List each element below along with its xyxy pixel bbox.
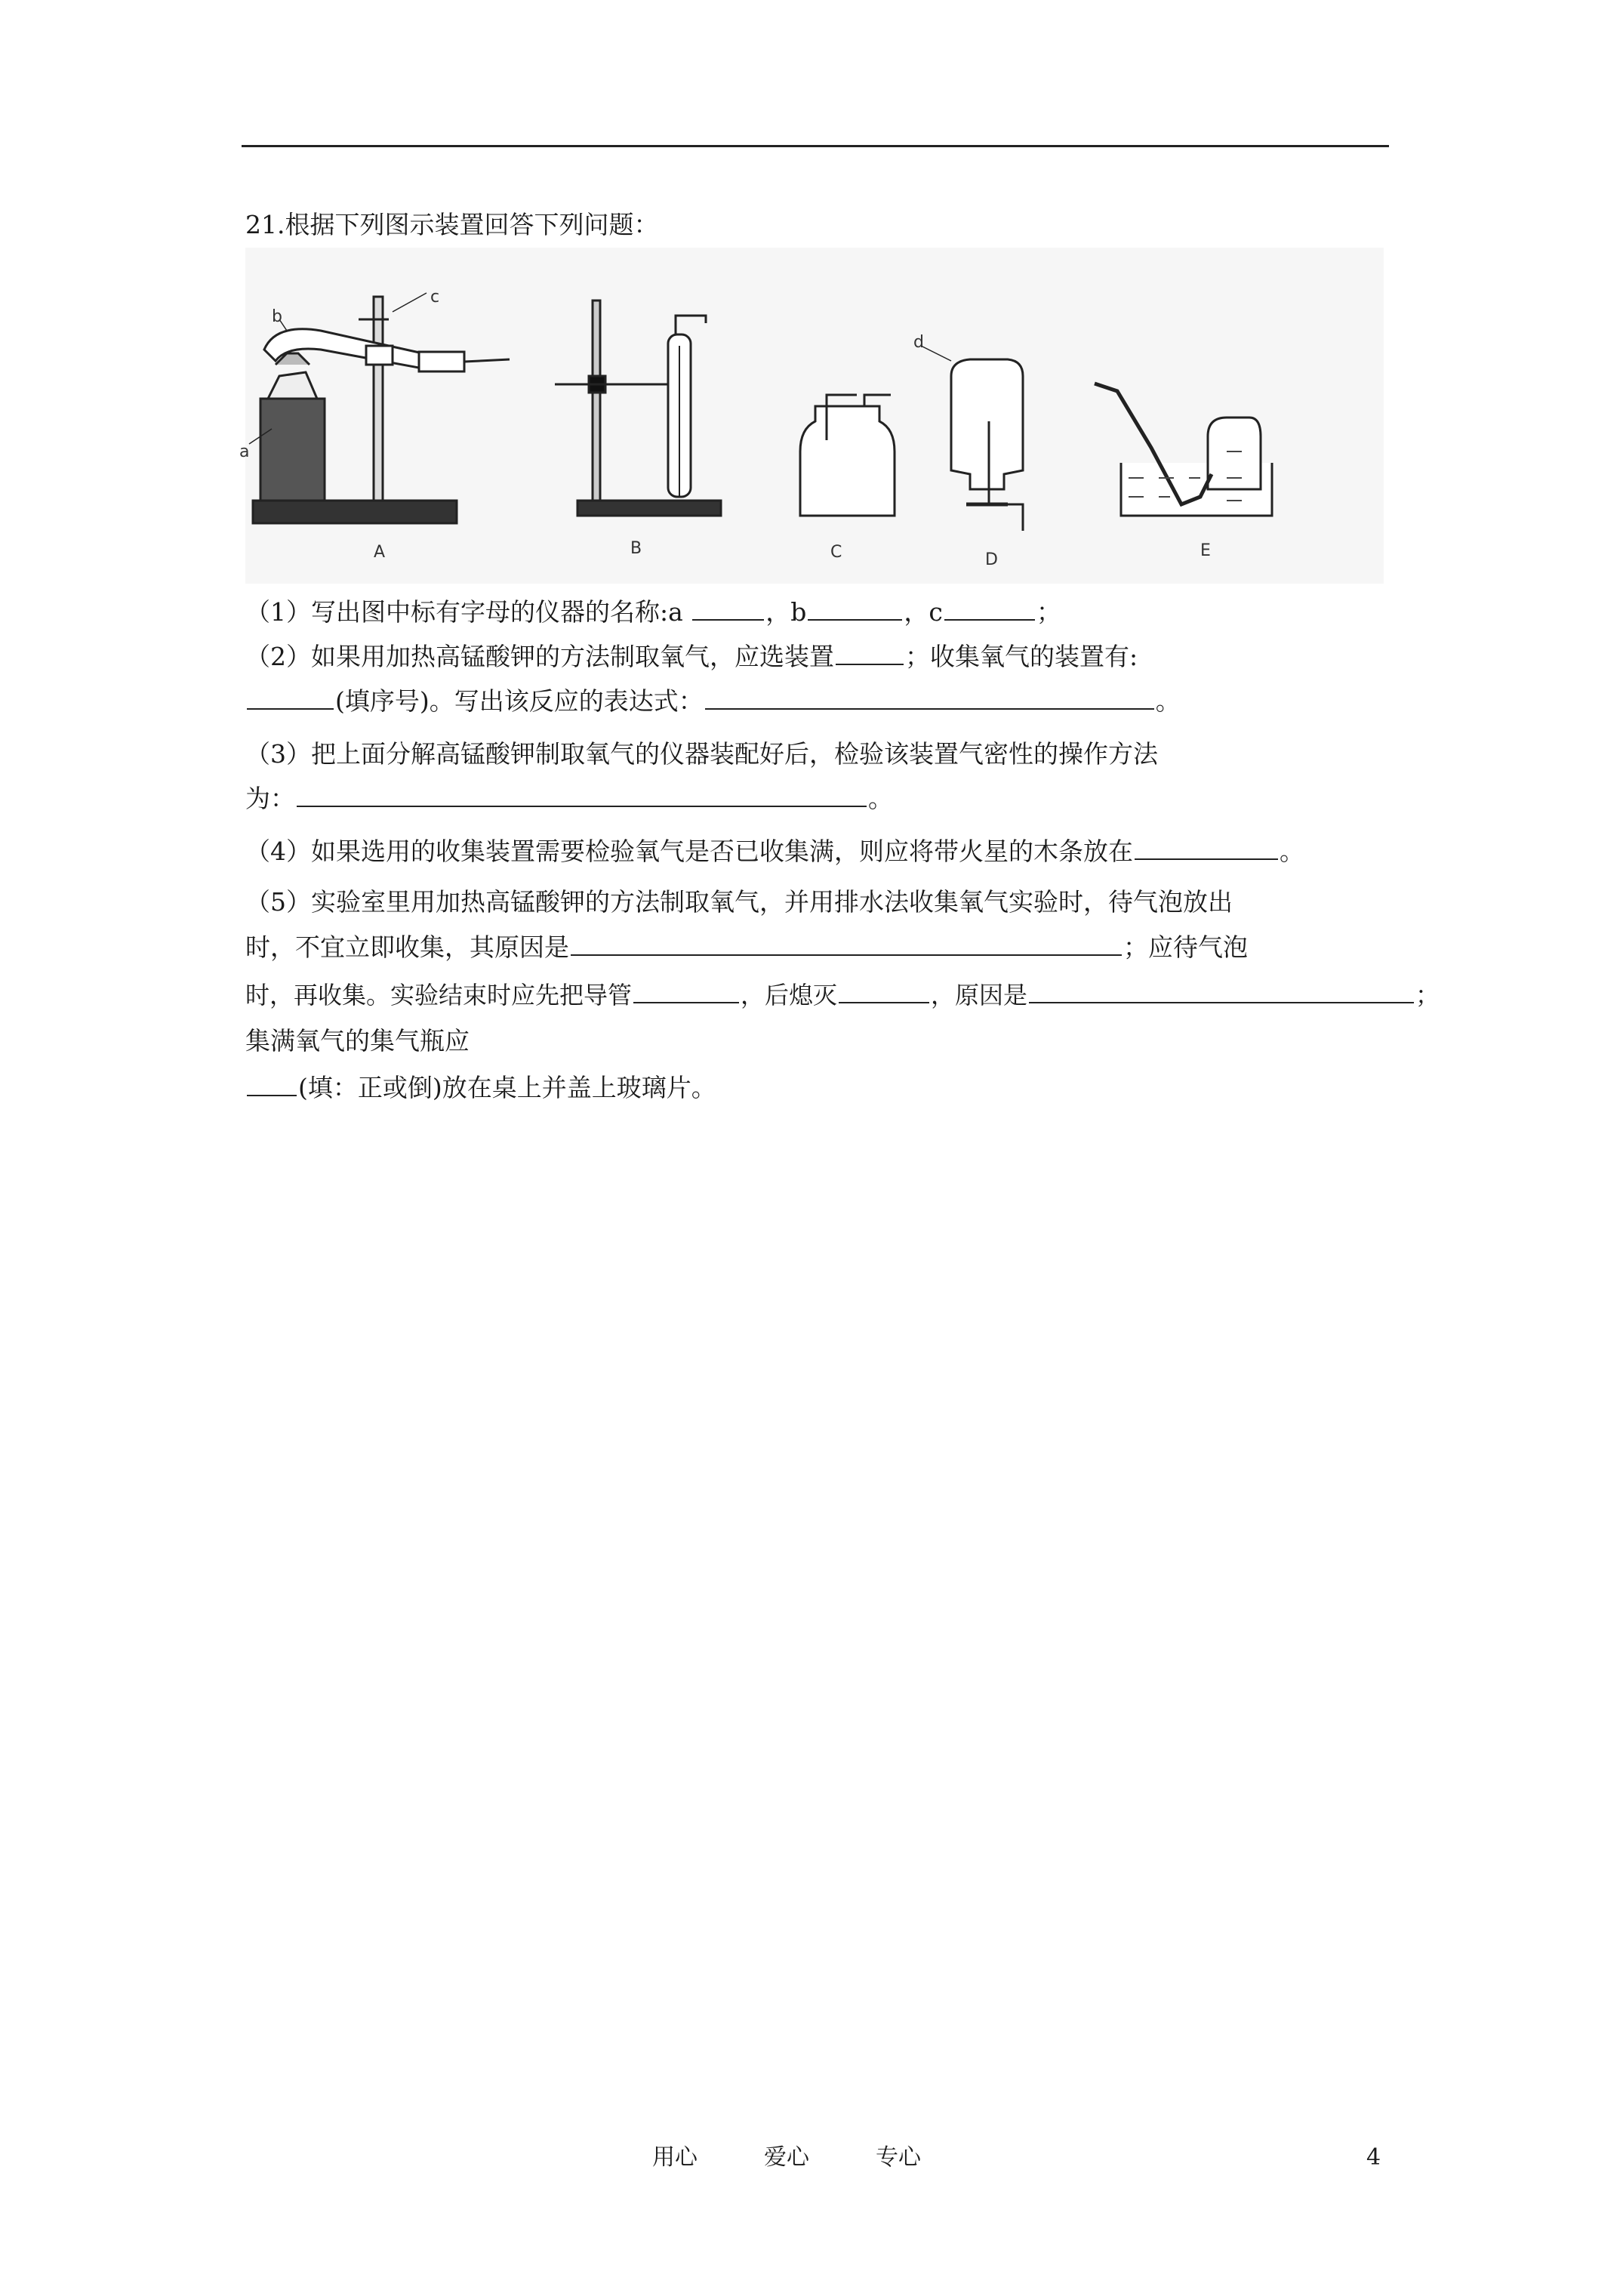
delivery-tube-a <box>464 359 510 362</box>
q2-blank-equation[interactable] <box>705 686 1154 710</box>
tube-d-out <box>989 504 1023 531</box>
q5-blank-orientation[interactable] <box>247 1072 297 1096</box>
pointer-d <box>921 346 951 361</box>
q3-blank-method[interactable] <box>297 783 867 807</box>
stand-rod-b <box>593 300 600 501</box>
label-apparatus-b: B <box>630 539 642 558</box>
stand-base-a <box>253 501 457 523</box>
apparatus-figure <box>239 248 1384 584</box>
q1-blank-a[interactable] <box>692 596 764 621</box>
label-part-d: d <box>913 333 924 352</box>
q3-line-2: 为： 。 <box>245 784 893 813</box>
header-rule <box>242 145 1389 147</box>
label-apparatus-d: D <box>985 550 998 569</box>
q1-line: （1）写出图中标有字母的仪器的名称:a ，b ，c ； <box>245 597 1061 627</box>
bottle-c <box>800 406 895 516</box>
stand-base-b <box>577 501 721 516</box>
label-apparatus-a: A <box>374 543 386 562</box>
q5-line-5: (填：正或倒)放在桌上并盖上玻璃片。 <box>245 1071 716 1105</box>
label-apparatus-e: E <box>1200 541 1211 560</box>
q5-line-4: 集满氧气的集气瓶应 <box>245 1026 470 1056</box>
lamp-block-a <box>260 399 325 501</box>
q2-blank-collect[interactable] <box>247 686 334 710</box>
page-number: 4 <box>1366 2144 1381 2171</box>
footer-motto-2: 爱心 <box>764 2144 809 2171</box>
q5-blank-reason-1[interactable] <box>571 932 1122 956</box>
label-apparatus-c: C <box>830 543 842 562</box>
q3-line-1: （3）把上面分解高锰酸钾制取氧气的仪器装配好后，检验该装置气密性的操作方法 <box>245 739 1158 769</box>
pointer-c <box>393 293 427 312</box>
alcohol-lamp-a <box>268 372 317 399</box>
q4-blank-position[interactable] <box>1135 836 1278 860</box>
q5-blank-extinguish[interactable] <box>839 979 929 1003</box>
q1-blank-c[interactable] <box>944 596 1035 621</box>
label-part-a: a <box>239 442 250 461</box>
clamp-a <box>366 346 393 365</box>
q1-blank-b[interactable] <box>808 596 902 621</box>
q2-line-1: （2）如果用加热高锰酸钾的方法制取氧气，应选装置 ；收集氧气的装置有: <box>245 642 1138 671</box>
footer-motto-3: 专心 <box>876 2144 921 2171</box>
footer-motto-1: 用心 <box>652 2144 698 2171</box>
label-part-b: b <box>272 307 282 326</box>
stand-rod-a <box>374 297 383 501</box>
bottle-d <box>951 359 1023 489</box>
question-title: 21.根据下列图示装置回答下列问题： <box>245 210 659 239</box>
q2-line-2: (填序号)。写出该反应的表达式： 。 <box>245 685 1181 718</box>
q5-blank-reason-2[interactable] <box>1029 979 1414 1003</box>
tube-c-2 <box>864 395 891 406</box>
q2-blank-device[interactable] <box>836 641 904 665</box>
q5-line-2: 时，不宜立即收集，其原因是 ；应待气泡 <box>245 932 1248 962</box>
q5-line-1: （5）实验室里用加热高锰酸钾的方法制取氧气，并用排水法收集氧气实验时，待气泡放出 <box>245 887 1233 917</box>
q5-line-3: 时，再收集。实验结束时应先把导管 ，后熄灭 ，原因是 ； <box>245 981 1440 1009</box>
tube-b <box>676 316 706 334</box>
q5-blank-tube[interactable] <box>633 979 739 1003</box>
q4-line: （4）如果选用的收集装置需要检验氧气是否已收集满，则应将带火星的木条放在 。 <box>245 837 1304 866</box>
label-part-c: c <box>430 288 440 307</box>
stopper-a <box>419 352 464 371</box>
apparatus-diagram <box>239 248 1384 584</box>
